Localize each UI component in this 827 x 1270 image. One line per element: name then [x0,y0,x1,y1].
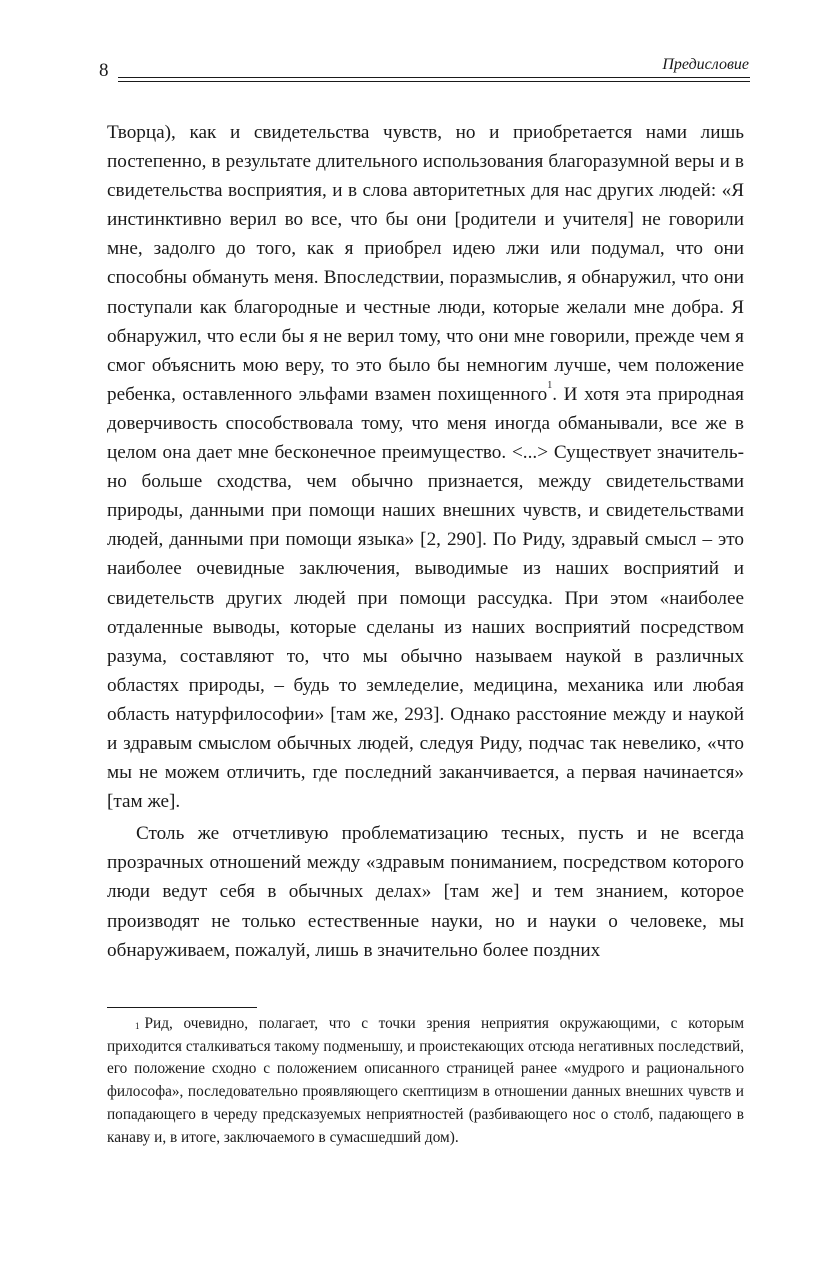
running-title: Предисловие [662,56,749,73]
footnote-number: 1 [135,1021,140,1031]
footnote [107,1013,744,1149]
footnote-separator [107,1007,257,1008]
paragraph-1 [107,118,744,816]
paragraph-1-part-1: Творца), как и свидетельства чувств, но и приобретается нами лишь постепенно, в результате длительного использования благоразумной веры и в свидетельства восприятия, и в слова авторитетных для нас других людей: «Я инстинктивно верил во все, что бы они [родители и учителя] не говорили мне, задолго до того, как я приобрел идею лжи или подумал, что они способны обмануть меня. Впоследствии, поразмыслив, я обнаружил, что они поступали как благородные и честные люди, которые желали мне добра. Я обнаружил, что если бы я не верил тому, что они мне говорили, прежде чем я смог объяснить мою веру, то это было бы немногим лучше, чем положение ребенка, оставленного эльфами взамен похищенного [107,122,744,405]
main-text [107,118,744,965]
header-rule-top [118,77,750,78]
paragraph-2: Столь же отчетливую проблематизацию тесных, пусть и не всегда прозрачных отношений между «здравым пониманием, посредством которого люди ведут себя в обычных делах» [там же] и тем знанием, которое производят не только естественные науки, но и науки о человеке, мы обнаруживаем, пожалуй, лишь в значительно более поздних [107,823,744,961]
paragraph-1-part-2: . И хотя эта природная доверчивость способствовала тому, что меня иногда обманывали, все же в целом она дает мне бесконечное преимущество. <...> Существует значительно больше сходства, чем обычно признается, между свидетельствами природы, данными при помощи наших внешних чувств, и свидетельствами людей, данными при помощи языка» [2, 290]. По Риду, здравый смысл – это наиболее очевидные заключения, выводимые из наших восприятий и свидетельств других людей при помощи рассудка. При этом «наиболее отдаленные выводы, которые сделаны из наших восприятий посредством разума, составляют то, что мы обычно называем наукой в различных областях природы, – будь то земледелие, медицина, механика или любая область натурфилософии» [там же, 293]. Однако расстояние между и наукой и здравым смыслом обычных людей, следуя Риду, подчас так невелико, «что мы не можем отличить, где последний заканчивается, а первая начинается» [там же]. [107,383,744,813]
footnote-text: Рид, очевидно, полагает, что с точки зрения неприятия окружающими, с которым приходится сталкиваться такому подменышу, и проистекающих отсюда негативных последствий, его положение сходно с положением описанного страницей ранее «мудрого и рационального философа», последовательно проявляющего скептицизм в отношении данных внешних чувств и попадающего в череду предсказуемых неприятностей (разбивающего нос о столб, падающего в канаву и, в итоге, заключаемого в сумасшедший дом). [107,1015,744,1146]
footnote-reference: 1 [547,379,553,391]
page-number: 8 [99,60,109,81]
header-rule-bottom [118,81,750,82]
